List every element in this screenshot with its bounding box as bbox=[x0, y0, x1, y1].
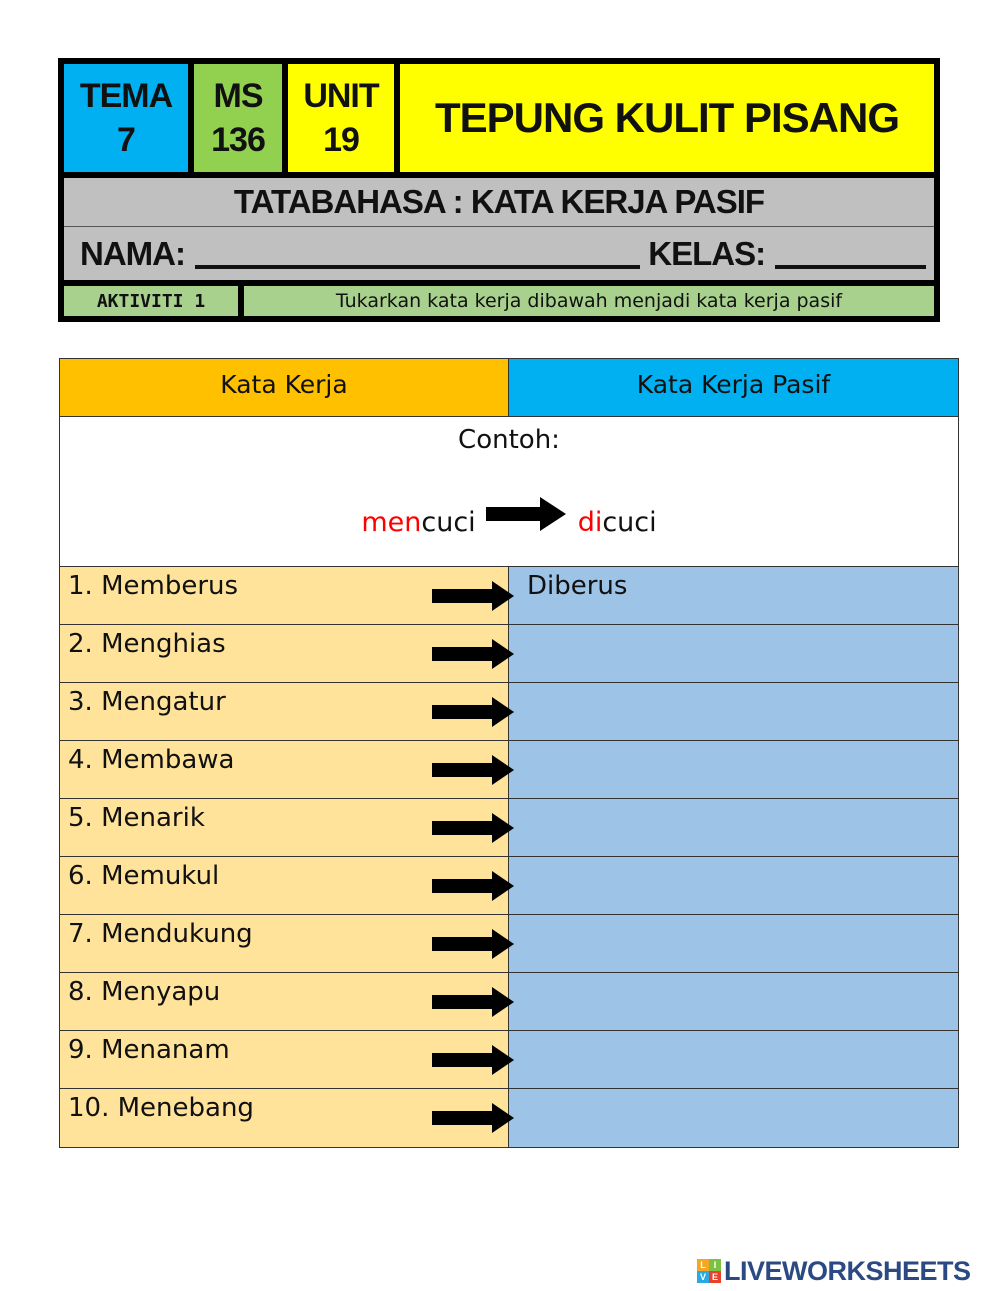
column-header-kata-kerja: Kata Kerja bbox=[60, 359, 509, 416]
liveworksheets-logo-text: LIVEWORKSHEETS bbox=[724, 1255, 971, 1286]
liveworksheets-logo bbox=[697, 1254, 971, 1288]
active-verb: 7. Mendukung bbox=[68, 919, 253, 949]
kelas-label: KELAS: bbox=[648, 234, 766, 272]
example-passive-root: cuci bbox=[602, 506, 657, 538]
answer-field[interactable]: Diberus bbox=[509, 567, 958, 624]
right-arrow-icon bbox=[432, 639, 514, 669]
verb-cell bbox=[60, 1031, 509, 1088]
example-active-root: cuci bbox=[421, 506, 476, 538]
right-arrow-icon bbox=[432, 697, 514, 727]
right-arrow-icon bbox=[432, 813, 514, 843]
active-verb: 10. Menebang bbox=[68, 1093, 254, 1123]
right-arrow-icon bbox=[432, 929, 514, 959]
right-arrow-icon bbox=[432, 871, 514, 901]
right-arrow-icon bbox=[432, 1045, 514, 1075]
logo-icon-letter: V bbox=[697, 1271, 709, 1283]
activity-row bbox=[64, 286, 934, 316]
activity-label: AKTIVITI 1 bbox=[64, 286, 238, 316]
table-row bbox=[60, 1031, 958, 1089]
logo-icon-letter: E bbox=[709, 1271, 721, 1283]
table-row bbox=[60, 1089, 958, 1147]
right-arrow-icon bbox=[486, 497, 566, 531]
active-verb: 8. Menyapu bbox=[68, 977, 221, 1007]
logo-icon-letter: L bbox=[697, 1259, 709, 1271]
exercise-rows bbox=[60, 567, 958, 1147]
verb-cell bbox=[60, 683, 509, 740]
answer-field[interactable] bbox=[509, 1089, 958, 1147]
verb-cell bbox=[60, 915, 509, 972]
verb-cell bbox=[60, 625, 509, 682]
active-verb: 6. Memukul bbox=[68, 861, 220, 891]
logo-icon-letter: I bbox=[709, 1259, 721, 1271]
ms-label: MS bbox=[213, 77, 263, 115]
student-info-row bbox=[64, 226, 934, 280]
active-verb: 9. Menanam bbox=[68, 1035, 230, 1065]
answer-field[interactable] bbox=[509, 915, 958, 972]
kelas-input-line[interactable] bbox=[775, 239, 926, 269]
active-verb: 2. Menghias bbox=[68, 629, 226, 659]
column-header-kata-kerja-pasif: Kata Kerja Pasif bbox=[509, 359, 958, 416]
right-arrow-icon bbox=[432, 987, 514, 1017]
table-row bbox=[60, 625, 958, 683]
verb-cell bbox=[60, 857, 509, 914]
answer-field[interactable] bbox=[509, 741, 958, 798]
ms-box bbox=[194, 64, 282, 172]
answer-field[interactable] bbox=[509, 973, 958, 1030]
example-row bbox=[60, 417, 958, 567]
verb-table bbox=[59, 358, 959, 1148]
verb-cell bbox=[60, 1089, 509, 1147]
verb-cell bbox=[60, 799, 509, 856]
verb-cell bbox=[60, 567, 509, 624]
tema-label: TEMA bbox=[79, 77, 173, 115]
right-arrow-icon bbox=[432, 581, 514, 611]
answer-field[interactable] bbox=[509, 683, 958, 740]
grammar-topic: TATABAHASA : KATA KERJA PASIF bbox=[64, 178, 934, 226]
nama-label: NAMA: bbox=[80, 234, 185, 272]
table-row bbox=[60, 799, 958, 857]
verb-cell bbox=[60, 973, 509, 1030]
table-row bbox=[60, 567, 958, 625]
answer-field[interactable] bbox=[509, 1031, 958, 1088]
unit-box bbox=[288, 64, 394, 172]
example-active-verb bbox=[361, 507, 475, 538]
active-verb: 3. Mengatur bbox=[68, 687, 226, 717]
example-transform bbox=[60, 505, 958, 539]
table-row bbox=[60, 915, 958, 973]
answer-field[interactable] bbox=[509, 799, 958, 856]
example-label: Contoh: bbox=[458, 425, 560, 455]
nama-input-line[interactable] bbox=[195, 239, 640, 269]
example-active-prefix: men bbox=[361, 506, 422, 538]
right-arrow-icon bbox=[432, 755, 514, 785]
worksheet-header bbox=[58, 58, 940, 322]
table-row bbox=[60, 741, 958, 799]
example-passive-verb bbox=[578, 507, 657, 538]
active-verb: 1. Memberus bbox=[68, 571, 239, 601]
unit-value: 19 bbox=[323, 121, 359, 159]
answer-field[interactable] bbox=[509, 857, 958, 914]
table-row bbox=[60, 973, 958, 1031]
header-top-row bbox=[64, 64, 934, 172]
table-row bbox=[60, 683, 958, 741]
liveworksheets-logo-icon bbox=[697, 1259, 721, 1283]
activity-instruction: Tukarkan kata kerja dibawah menjadi kata kerja pasif bbox=[244, 286, 934, 316]
table-header bbox=[60, 359, 958, 417]
tema-value: 7 bbox=[117, 121, 135, 159]
answer-field[interactable] bbox=[509, 625, 958, 682]
worksheet-title: TEPUNG KULIT PISANG bbox=[400, 64, 934, 172]
ms-value: 136 bbox=[211, 121, 265, 159]
active-verb: 5. Menarik bbox=[68, 803, 205, 833]
active-verb: 4. Membawa bbox=[68, 745, 235, 775]
table-row bbox=[60, 857, 958, 915]
tema-box bbox=[64, 64, 188, 172]
example-passive-prefix: di bbox=[577, 506, 603, 538]
unit-label: UNIT bbox=[303, 77, 379, 115]
right-arrow-icon bbox=[432, 1103, 514, 1133]
verb-cell bbox=[60, 741, 509, 798]
